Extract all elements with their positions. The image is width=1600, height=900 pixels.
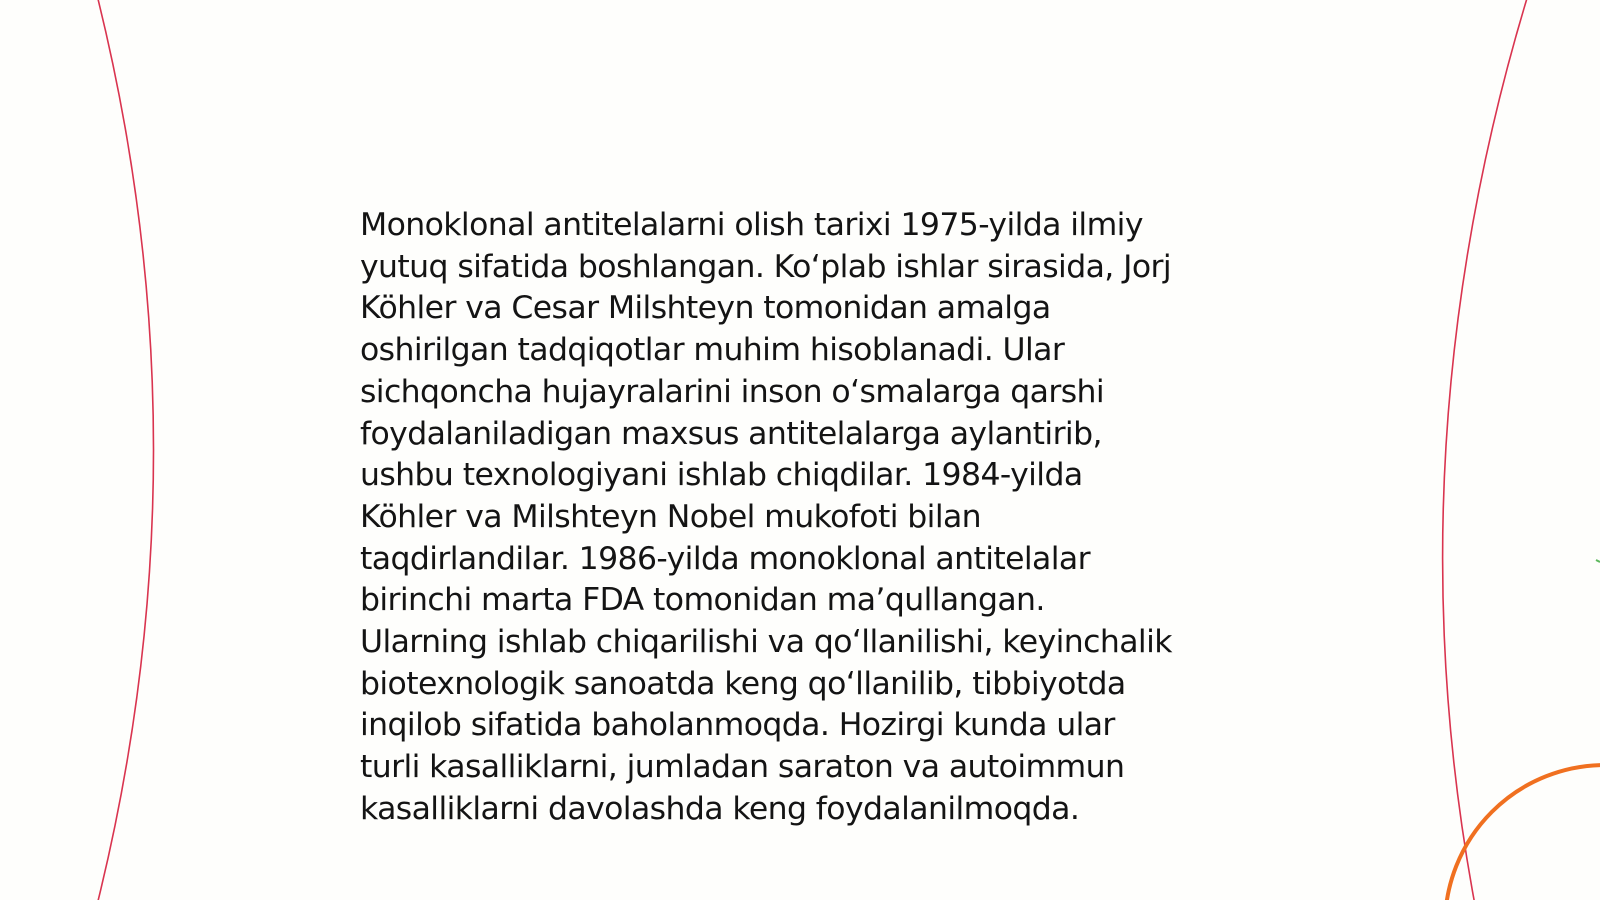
body-line-15: kasalliklarni davolashda keng foydalanilmoqda. xyxy=(360,790,1080,827)
body-line-14: turli kasalliklarni, jumladan saraton va autoimmun xyxy=(360,749,1125,786)
body-line-8: Köhler va Milshteyn Nobel mukofoti bilan xyxy=(360,498,982,535)
right-arc-decoration xyxy=(1443,0,1528,900)
body-line-2: yutuq sifatida boshlangan. Ko‘plab ishlar sirasida, Jorj xyxy=(360,248,1171,285)
body-line-13: inqilob sifatida baholanmoqda. Hozirgi kunda ular xyxy=(360,707,1115,744)
body-line-10: birinchi marta FDA tomonidan ma’qullangan. xyxy=(360,582,1045,619)
body-line-11: Ularning ishlab chiqarilishi va qo‘llanilishi, keyinchalik xyxy=(360,624,1172,661)
body-line-3: Köhler va Cesar Milshteyn tomonidan amalga xyxy=(360,290,1051,327)
left-arc-decoration xyxy=(97,0,154,900)
body-line-12: biotexnologik sanoatda keng qo‘llanilib, tibbiyotda xyxy=(360,665,1126,702)
body-line-1: Monoklonal antitelalarni olish tarixi 1975-yilda ilmiy xyxy=(360,207,1143,243)
body-text xyxy=(360,205,1240,831)
body-line-5: sichqoncha hujayralarini inson o‘smalarga qarshi xyxy=(360,373,1105,410)
body-line-9: taqdirlandilar. 1986-yilda monoklonal antitelalar xyxy=(360,540,1090,577)
body-line-6: foydalaniladigan maxsus antitelalarga aylantirib, xyxy=(360,415,1102,452)
body-line-7: ushbu texnologiyani ishlab chiqdilar. 1984-yilda xyxy=(360,457,1083,494)
body-line-4: oshirilgan tadqiqotlar muhim hisoblanadi. Ular xyxy=(360,332,1065,369)
corner-circle-decoration xyxy=(1445,765,1600,900)
edge-accent-decoration xyxy=(1596,560,1600,562)
